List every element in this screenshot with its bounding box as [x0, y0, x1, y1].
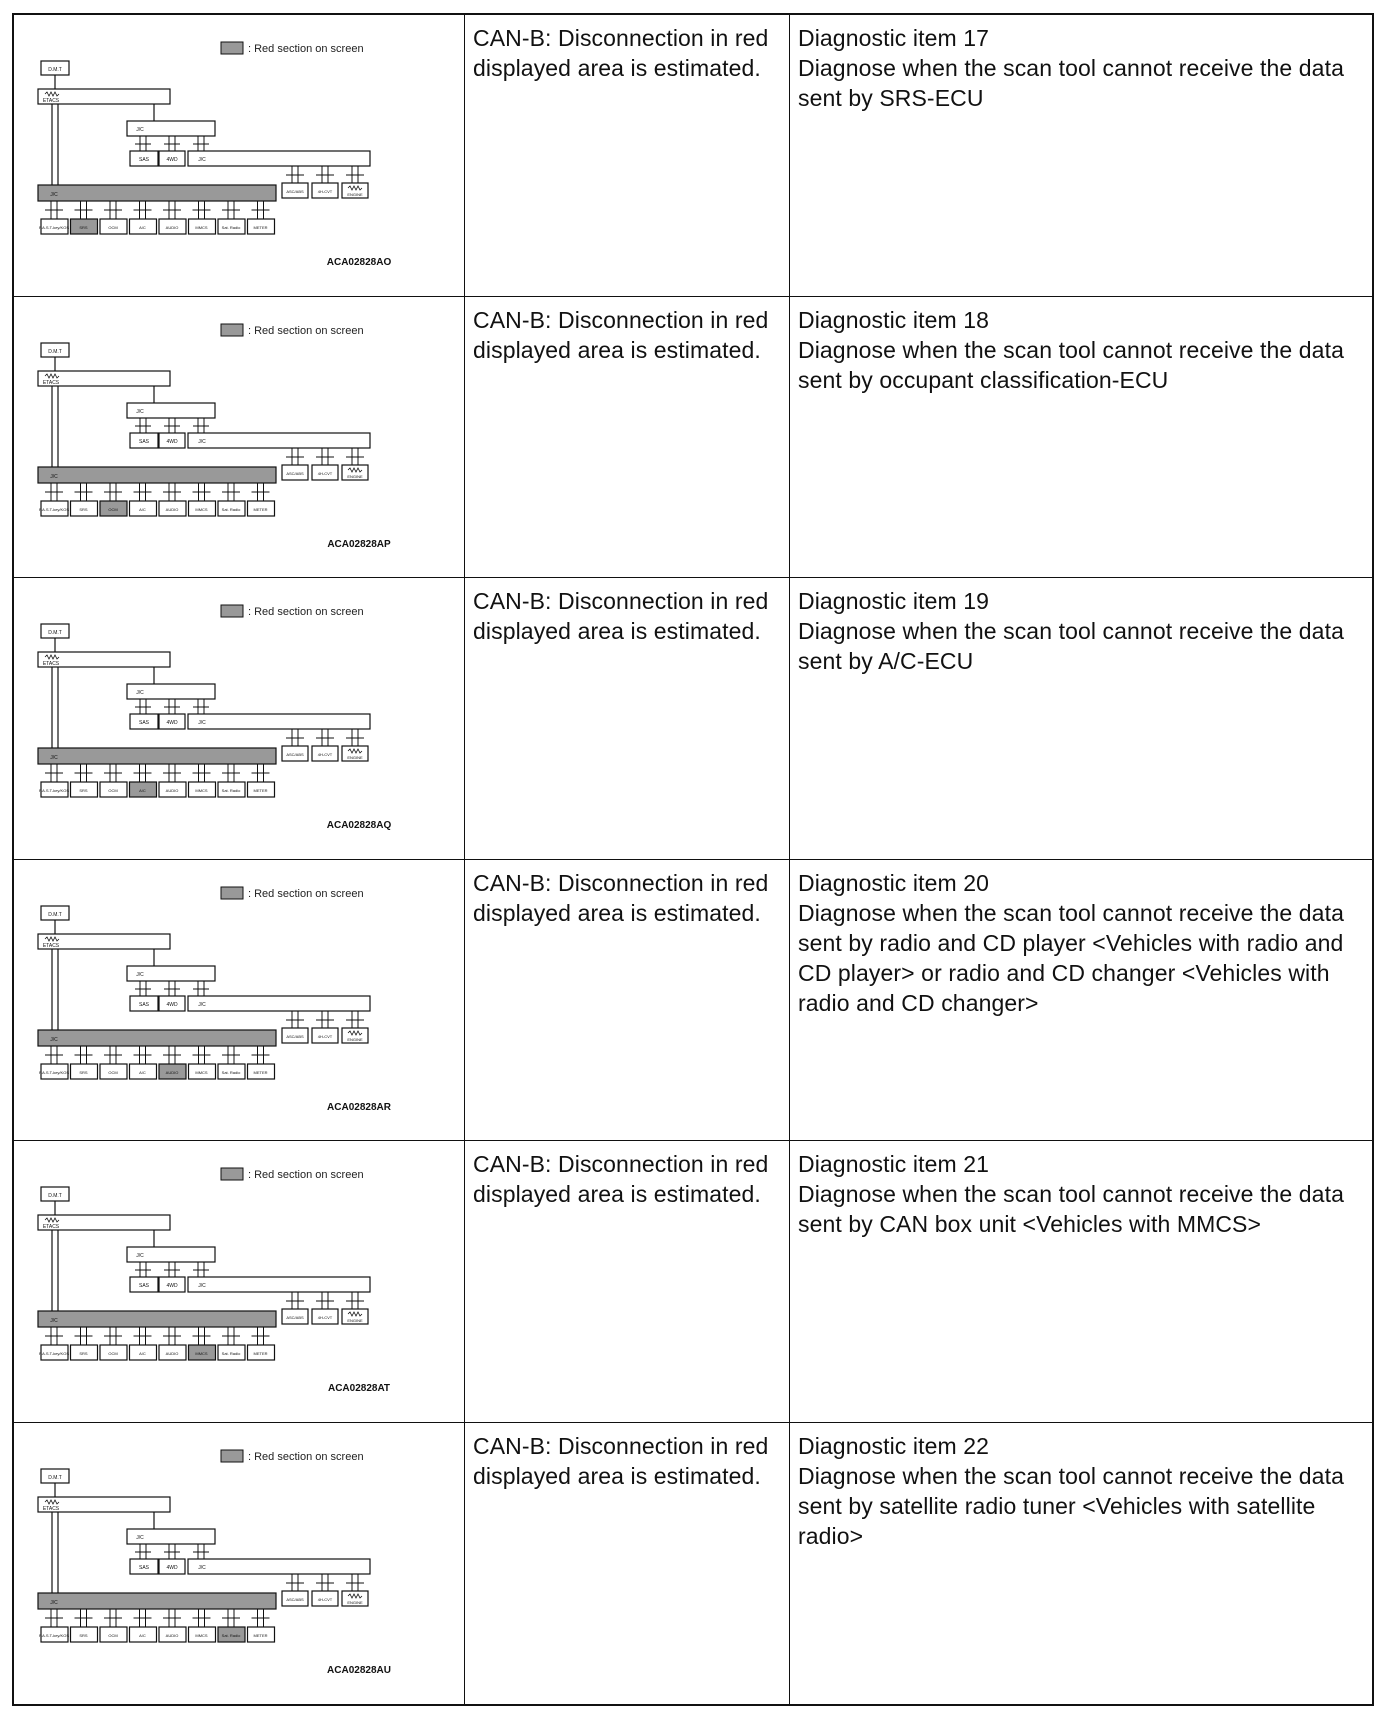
upper-module-label: J/C: [198, 1564, 206, 1571]
upper-module-label: J/C: [198, 1283, 206, 1289]
bottom-module-label: MMCS: [195, 506, 208, 512]
bottom-module-label: OCM: [108, 1632, 118, 1638]
figure-code: ACA02828AP: [327, 538, 391, 550]
bottom-module-label: F.A.S.T-key/KOS: [38, 1069, 70, 1075]
right-module-label: 4H-CVT: [317, 470, 333, 476]
table-row: [14, 578, 1372, 860]
diagnostic-description: Diagnose when the scan tool cannot receive the data sent by occupant classification-ECU: [798, 336, 1344, 393]
dmt-label: D.M.T: [48, 348, 62, 355]
figure-code: ACA02828AT: [327, 1383, 391, 1394]
upper-module-label: J/C: [198, 157, 206, 163]
etacs-label: ETACS: [42, 1505, 60, 1512]
bottom-module-label: MMCS: [195, 1351, 208, 1356]
diagnostic-item-title: Diagnostic item 21: [798, 1151, 989, 1177]
junction-main-box: [38, 467, 276, 483]
etacs-label: ETACS: [42, 1224, 60, 1230]
right-module-label: ASC/ABS: [286, 1596, 304, 1602]
junction-upper-label: J/C: [136, 1253, 144, 1259]
bottom-module-label: A/C: [139, 1069, 146, 1075]
diagnostic-description: Diagnose when the scan tool cannot receive the data sent by radio and CD player <Vehicles with radio and CD player> or radio and CD changer <Vehicles with radio and CD changer>: [798, 899, 1344, 1016]
right-module-label: 4H-CVT: [317, 752, 333, 757]
upper-module-label: 4WD: [166, 157, 178, 163]
description-cell: [790, 15, 1372, 296]
status-text: CAN-B: Disconnection in red displayed area is estimated.: [473, 306, 769, 363]
description-cell: [790, 860, 1372, 1141]
bottom-module-label: SRS: [79, 1069, 88, 1075]
figure-code: ACA02828AR: [327, 1101, 391, 1113]
diagnostic-description: Diagnose when the scan tool cannot receive the data sent by CAN box unit <Vehicles with MMCS>: [798, 1181, 1344, 1237]
dmt-label: D.M.T: [48, 67, 62, 73]
bottom-module-label: SRS: [79, 506, 88, 512]
bottom-module-label: METER: [253, 788, 268, 793]
bottom-module-label: MMCS: [195, 788, 208, 793]
legend-swatch: [221, 605, 243, 617]
status-cell: [465, 860, 790, 1141]
bottom-module-label: F.A.S.T-key/KOS: [38, 506, 70, 512]
right-module-label: ENGINE: [347, 473, 363, 479]
can-diagram-cell: [14, 860, 465, 1141]
can-diagram-cell: [14, 1141, 465, 1422]
upper-module-label: J/C: [198, 1001, 206, 1008]
bottom-module-label: AUDIO: [165, 1632, 179, 1638]
etacs-label: ETACS: [42, 98, 60, 104]
upper-module-box: [188, 996, 370, 1011]
bottom-module-label: A/C: [139, 225, 146, 230]
diagnostic-item-title: Diagnostic item 20: [798, 869, 989, 896]
dmt-label: D.M.T: [48, 911, 62, 918]
upper-module-label: 4WD: [166, 1283, 178, 1289]
upper-module-label: SAS: [138, 438, 150, 445]
right-module-label: 4H-CVT: [317, 189, 333, 194]
can-network-diagram: [14, 578, 465, 859]
right-module-label: ENGINE: [347, 755, 363, 760]
junction-main-box: [38, 185, 276, 201]
upper-module-box: [188, 1277, 370, 1292]
upper-module-label: SAS: [138, 1564, 150, 1571]
bottom-module-label: Sat. Radio: [221, 788, 241, 793]
table-row: [14, 297, 1372, 579]
legend-swatch: [221, 42, 243, 54]
bottom-module-label: OCM: [108, 225, 118, 230]
bottom-module-label: OCM: [108, 788, 118, 793]
legend-label: : Red section on screen: [248, 887, 364, 900]
can-diagram-cell: [14, 297, 465, 578]
bottom-module-label: METER: [253, 1632, 268, 1638]
diagnostic-description: Diagnose when the scan tool cannot receive the data sent by satellite radio tuner <Vehicles with satellite radio>: [798, 1462, 1344, 1549]
junction-upper-label: J/C: [136, 971, 144, 978]
junction-main-label: J/C: [50, 1599, 58, 1606]
bottom-module-label: AUDIO: [165, 1069, 179, 1075]
can-network-diagram: [14, 860, 465, 1141]
etacs-label: ETACS: [42, 661, 60, 667]
bottom-module-label: F.A.S.T-key/KOS: [38, 1351, 70, 1356]
right-module-label: ASC/ABS: [286, 470, 304, 476]
junction-main-box: [38, 748, 276, 764]
bottom-module-label: MMCS: [195, 1069, 208, 1075]
upper-module-label: SAS: [138, 1001, 150, 1008]
diagnostic-item-title: Diagnostic item 22: [798, 1432, 989, 1459]
diagnostic-table: [12, 13, 1374, 1706]
legend-swatch: [221, 887, 243, 899]
can-diagram-cell: [14, 578, 465, 859]
bottom-module-label: SRS: [79, 225, 88, 230]
bottom-module-label: METER: [253, 1069, 268, 1075]
upper-module-box: [188, 1559, 370, 1574]
junction-upper-label: J/C: [136, 690, 144, 696]
table-row: [14, 1141, 1372, 1423]
bottom-module-label: METER: [253, 225, 268, 230]
right-module-label: ASC/ABS: [286, 189, 304, 194]
dmt-label: D.M.T: [48, 1193, 62, 1199]
upper-module-label: J/C: [198, 438, 206, 445]
junction-upper-label: J/C: [136, 408, 144, 415]
can-diagram-cell: [14, 1423, 465, 1705]
upper-module-label: SAS: [138, 1283, 150, 1289]
bottom-module-label: A/C: [139, 788, 146, 793]
right-module-label: ENGINE: [347, 1036, 363, 1042]
right-module-label: ENGINE: [347, 192, 363, 197]
diagnostic-item-title: Diagnostic item 18: [798, 306, 989, 333]
bottom-module-label: SRS: [79, 1632, 88, 1638]
description-cell: [790, 1423, 1372, 1705]
right-module-label: ASC/ABS: [286, 752, 304, 757]
can-network-diagram: [14, 1423, 465, 1704]
legend-label: : Red section on screen: [248, 1450, 364, 1463]
figure-code: ACA02828AQ: [326, 820, 392, 831]
bottom-module-label: SRS: [79, 788, 88, 793]
bottom-module-label: F.A.S.T-key/KOS: [38, 225, 70, 230]
junction-main-box: [38, 1030, 276, 1046]
description-cell: [790, 297, 1372, 578]
junction-main-label: J/C: [50, 473, 58, 480]
right-module-label: ASC/ABS: [286, 1033, 304, 1039]
status-text: CAN-B: Disconnection in red displayed area is estimated.: [473, 25, 769, 81]
diagnostic-description: Diagnose when the scan tool cannot receive the data sent by SRS-ECU: [798, 55, 1344, 111]
status-cell: [465, 15, 790, 296]
diagnostic-description: Diagnose when the scan tool cannot receive the data sent by A/C-ECU: [798, 618, 1344, 674]
status-cell: [465, 578, 790, 859]
upper-module-label: SAS: [138, 157, 150, 163]
upper-module-box: [188, 714, 370, 729]
bottom-module-label: A/C: [139, 1351, 146, 1356]
status-text: CAN-B: Disconnection in red displayed area is estimated.: [473, 1432, 769, 1489]
table-row: [14, 860, 1372, 1142]
legend-label: : Red section on screen: [248, 43, 364, 55]
bottom-module-label: METER: [253, 506, 268, 512]
bottom-module-label: F.A.S.T-key/KOS: [38, 788, 70, 793]
right-module-label: 4H-CVT: [317, 1315, 333, 1320]
figure-code: ACA02828AO: [326, 257, 392, 268]
upper-module-label: 4WD: [166, 438, 178, 445]
bottom-module-label: MMCS: [195, 1632, 208, 1638]
can-network-diagram: [14, 1141, 465, 1422]
bottom-module-label: AUDIO: [165, 788, 179, 793]
status-cell: [465, 297, 790, 578]
upper-module-label: 4WD: [166, 1564, 178, 1571]
upper-module-box: [188, 151, 370, 166]
can-network-diagram: [14, 297, 465, 578]
bottom-module-label: Sat. Radio: [221, 1351, 241, 1356]
right-module-label: 4H-CVT: [317, 1033, 333, 1039]
bottom-module-label: Sat. Radio: [221, 1069, 241, 1075]
junction-main-box: [38, 1593, 276, 1609]
description-cell: [790, 578, 1372, 859]
right-module-label: ENGINE: [347, 1599, 363, 1605]
junction-upper-label: J/C: [136, 1534, 144, 1541]
bottom-module-label: Sat. Radio: [221, 1632, 241, 1638]
bottom-module-label: OCM: [108, 506, 118, 512]
description-cell: [790, 1141, 1372, 1422]
bottom-module-label: Sat. Radio: [221, 506, 241, 512]
bottom-module-label: AUDIO: [165, 1351, 179, 1356]
diagnostic-item-title: Diagnostic item 17: [798, 25, 989, 51]
etacs-label: ETACS: [42, 379, 60, 386]
dmt-label: D.M.T: [48, 1474, 62, 1481]
bottom-module-label: SRS: [79, 1351, 88, 1356]
bottom-module-label: OCM: [108, 1351, 118, 1356]
bottom-module-label: A/C: [139, 1632, 146, 1638]
upper-module-label: 4WD: [166, 1001, 178, 1008]
table-row: [14, 1423, 1372, 1705]
status-text: CAN-B: Disconnection in red displayed area is estimated.: [473, 588, 769, 644]
etacs-label: ETACS: [42, 942, 60, 949]
figure-code: ACA02828AU: [327, 1664, 391, 1676]
bottom-module-label: OCM: [108, 1069, 118, 1075]
upper-module-label: SAS: [138, 720, 150, 726]
right-module-label: ENGINE: [347, 1318, 363, 1323]
bottom-module-label: Sat. Radio: [221, 225, 241, 230]
bottom-module-label: A/C: [139, 506, 146, 512]
right-module-label: 4H-CVT: [317, 1596, 333, 1602]
junction-main-box: [38, 1311, 276, 1327]
upper-module-label: 4WD: [166, 720, 178, 726]
legend-label: : Red section on screen: [248, 324, 364, 337]
can-diagram-cell: [14, 15, 465, 296]
can-network-diagram: [14, 15, 465, 296]
upper-module-box: [188, 433, 370, 448]
legend-swatch: [221, 324, 243, 336]
status-cell: [465, 1141, 790, 1422]
bottom-module-label: AUDIO: [165, 506, 179, 512]
status-text: CAN-B: Disconnection in red displayed area is estimated.: [473, 1151, 769, 1207]
dmt-label: D.M.T: [48, 630, 62, 636]
legend-swatch: [221, 1450, 243, 1462]
right-module-label: ASC/ABS: [286, 1315, 304, 1320]
table-row: [14, 15, 1372, 297]
status-text: CAN-B: Disconnection in red displayed area is estimated.: [473, 869, 769, 926]
legend-label: : Red section on screen: [248, 606, 364, 618]
bottom-module-label: METER: [253, 1351, 268, 1356]
junction-upper-label: J/C: [136, 127, 144, 133]
junction-main-label: J/C: [50, 755, 58, 761]
bottom-module-label: F.A.S.T-key/KOS: [38, 1632, 70, 1638]
junction-main-label: J/C: [50, 1318, 58, 1324]
junction-main-label: J/C: [50, 192, 58, 198]
diagnostic-item-title: Diagnostic item 19: [798, 588, 989, 614]
bottom-module-label: MMCS: [195, 225, 208, 230]
legend-swatch: [221, 1168, 243, 1180]
upper-module-label: J/C: [198, 720, 206, 726]
legend-label: : Red section on screen: [248, 1169, 364, 1181]
status-cell: [465, 1423, 790, 1705]
junction-main-label: J/C: [50, 1036, 58, 1043]
bottom-module-label: AUDIO: [165, 225, 179, 230]
